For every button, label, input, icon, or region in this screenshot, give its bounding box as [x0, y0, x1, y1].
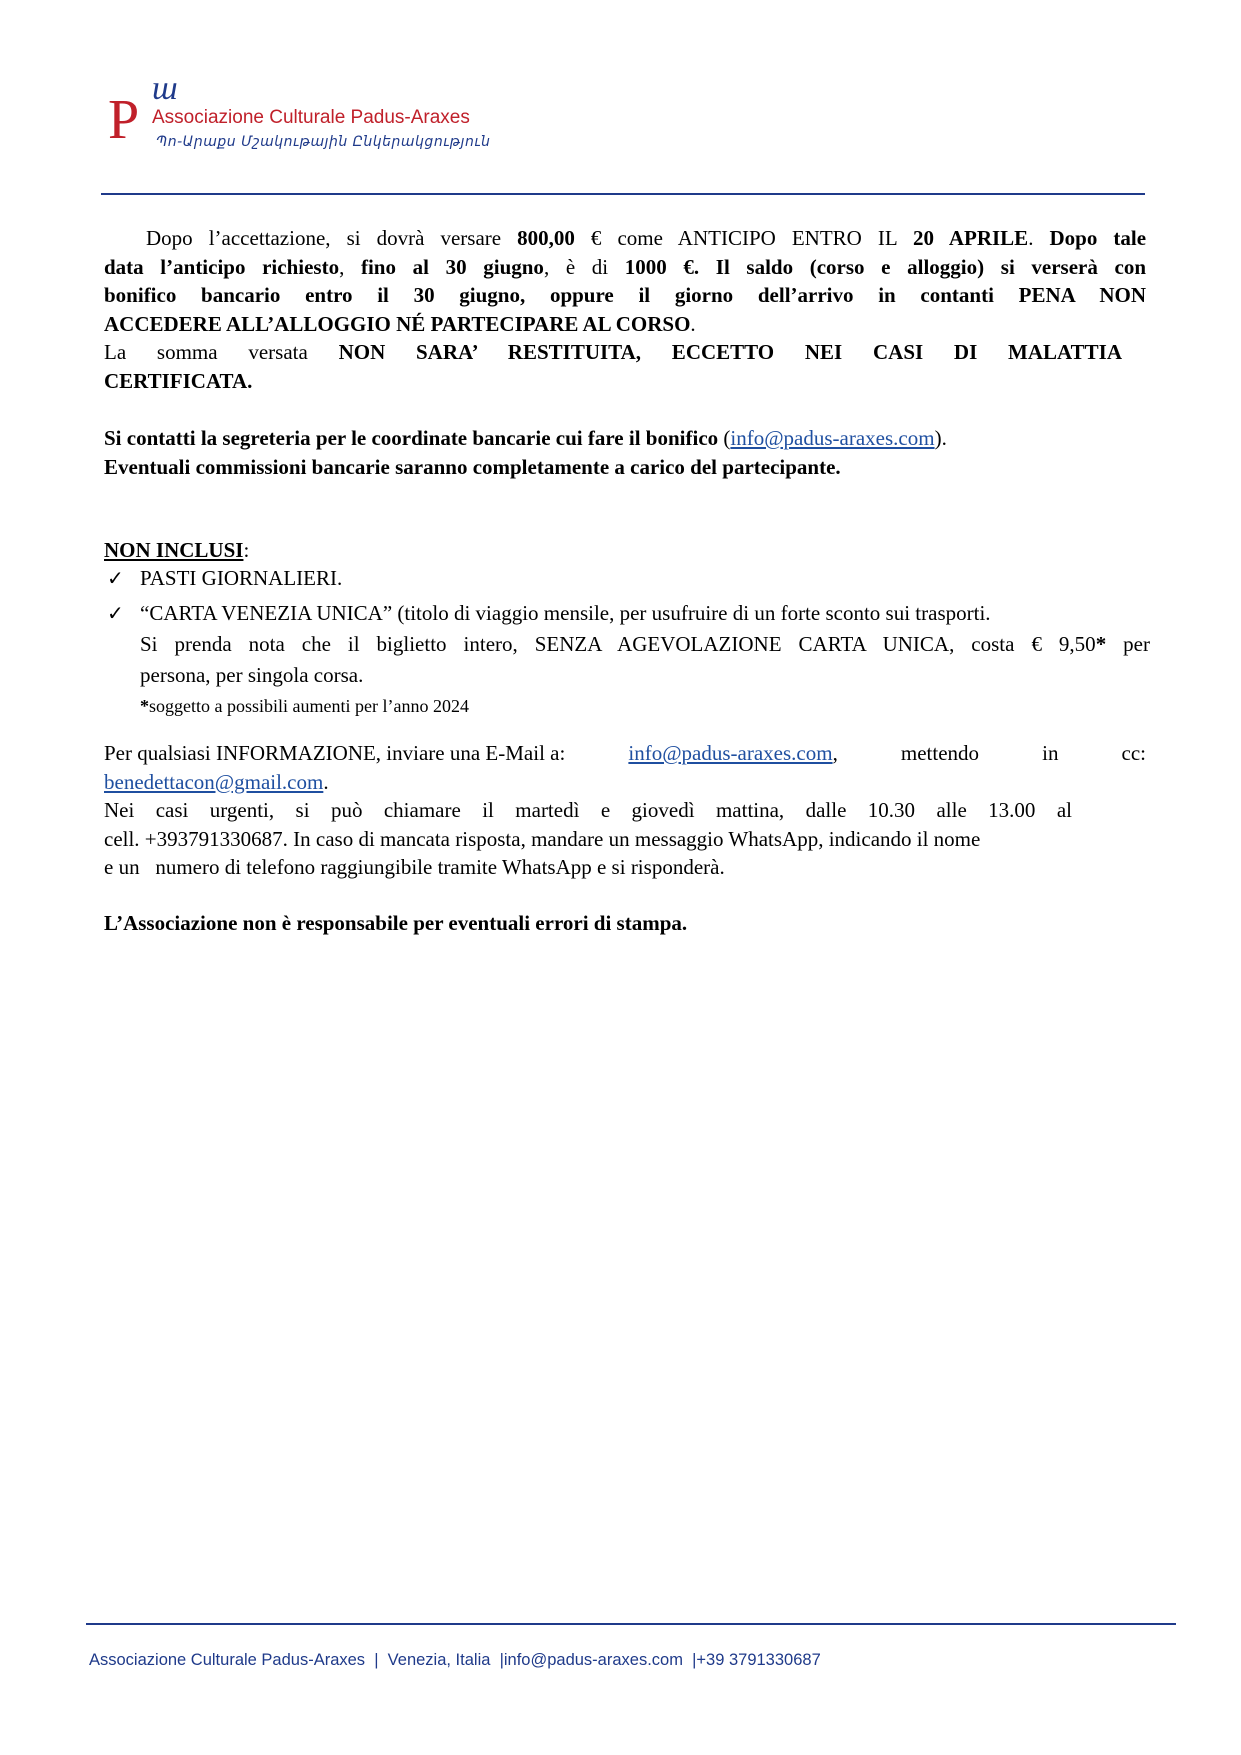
email-link-info[interactable]: info@padus-araxes.com: [730, 426, 935, 450]
payment-line-2: data l’anticipo richiesto, fino al 30 giugno, è di 1000 €. Il saldo (corso e alloggio) si verserà con: [104, 254, 1147, 279]
logo-mark-letter: ш: [152, 70, 178, 107]
contact-line-2: benedettacon@gmail.com.: [104, 769, 329, 794]
bank-details-line-1: Si contatti la segreteria per le coordinate bancarie cui fare il bonifico (info@padus-araxes.com).: [104, 426, 947, 450]
disclaimer: L’Associazione non è responsabile per eventuali errori di stampa.: [104, 911, 688, 935]
payment-line-3: bonifico bancario entro il 30 giugno, oppure il giorno dell’arrivo in contanti PENA NON: [104, 283, 1146, 307]
logo-mark-p: P: [108, 89, 140, 151]
contact-line-3: Nei casi urgenti, si può chiamare il martedì e giovedì mattina, dalle 10.30 alle 13.00 al: [104, 798, 1072, 822]
contact-line-4: cell. +393791330687. In caso di mancata risposta, mandare un messaggio WhatsApp, indicando il nome: [104, 826, 981, 851]
not-included-item-meals: PASTI GIORNALIERI.: [140, 566, 343, 590]
contact-line-1: Per qualsiasi INFORMAZIONE, inviare una E-Mail a: info@padus-araxes.com, mettendo in cc:: [104, 741, 1146, 765]
org-name-armenian: Պո-Արաքս Մշակութային Ընկերակցություն: [156, 134, 491, 150]
payment-line-4: ACCEDERE ALL’ALLOGGIO NÉ PARTECIPARE AL CORSO.: [104, 311, 696, 336]
payment-line-1: Dopo l’accettazione, si dovrà versare 800,00 € come ANTICIPO ENTRO IL 20 APRILE. Dopo tale: [146, 226, 1147, 250]
email-link-cc[interactable]: benedettacon@gmail.com: [104, 769, 324, 794]
org-name: Associazione Culturale Padus-Araxes: [152, 107, 470, 128]
footer-divider: [86, 1623, 1176, 1625]
bank-details-paragraph: [104, 424, 1146, 481]
payment-line-5: La somma versata NON SARA’ RESTITUITA, ECCETTO NEI CASI DI MALATTIA: [104, 340, 1122, 364]
email-link-info[interactable]: info@padus-araxes.com: [628, 741, 833, 765]
contact-line-5: e un numero di telefono raggiungibile tramite WhatsApp e si risponderà.: [104, 855, 725, 879]
check-icon: ✓: [107, 603, 124, 625]
contact-paragraph: [104, 739, 1146, 882]
check-icon: ✓: [107, 568, 124, 590]
payment-line-6: CERTIFICATA.: [104, 368, 253, 393]
payment-paragraph: [104, 224, 1146, 395]
header-divider: [101, 193, 1145, 195]
bank-details-line-2: Eventuali commissioni bancarie saranno completamente a carico del partecipante.: [104, 454, 841, 479]
price-footnote: *soggetto a possibili aumenti per l’anno 2024: [140, 696, 469, 716]
not-included-item-transport-card: “CARTA VENEZIA UNICA” (titolo di viaggio mensile, per usufruire di un forte sconto sui trasporti. Si prenda nota che il biglietto intero, SENZA AGEVOLAZIONE CARTA UNICA, costa € 9,50* per persona, per singola corsa. *soggetto a possibili aumenti per l’anno 2024: [140, 598, 1150, 721]
footer-contacts: Associazione Culturale Padus-Araxes | Venezia, Italia |info@padus-araxes.com |+39 3791330687: [89, 1651, 821, 1669]
not-included-heading: NON INCLUSI:: [104, 538, 250, 562]
